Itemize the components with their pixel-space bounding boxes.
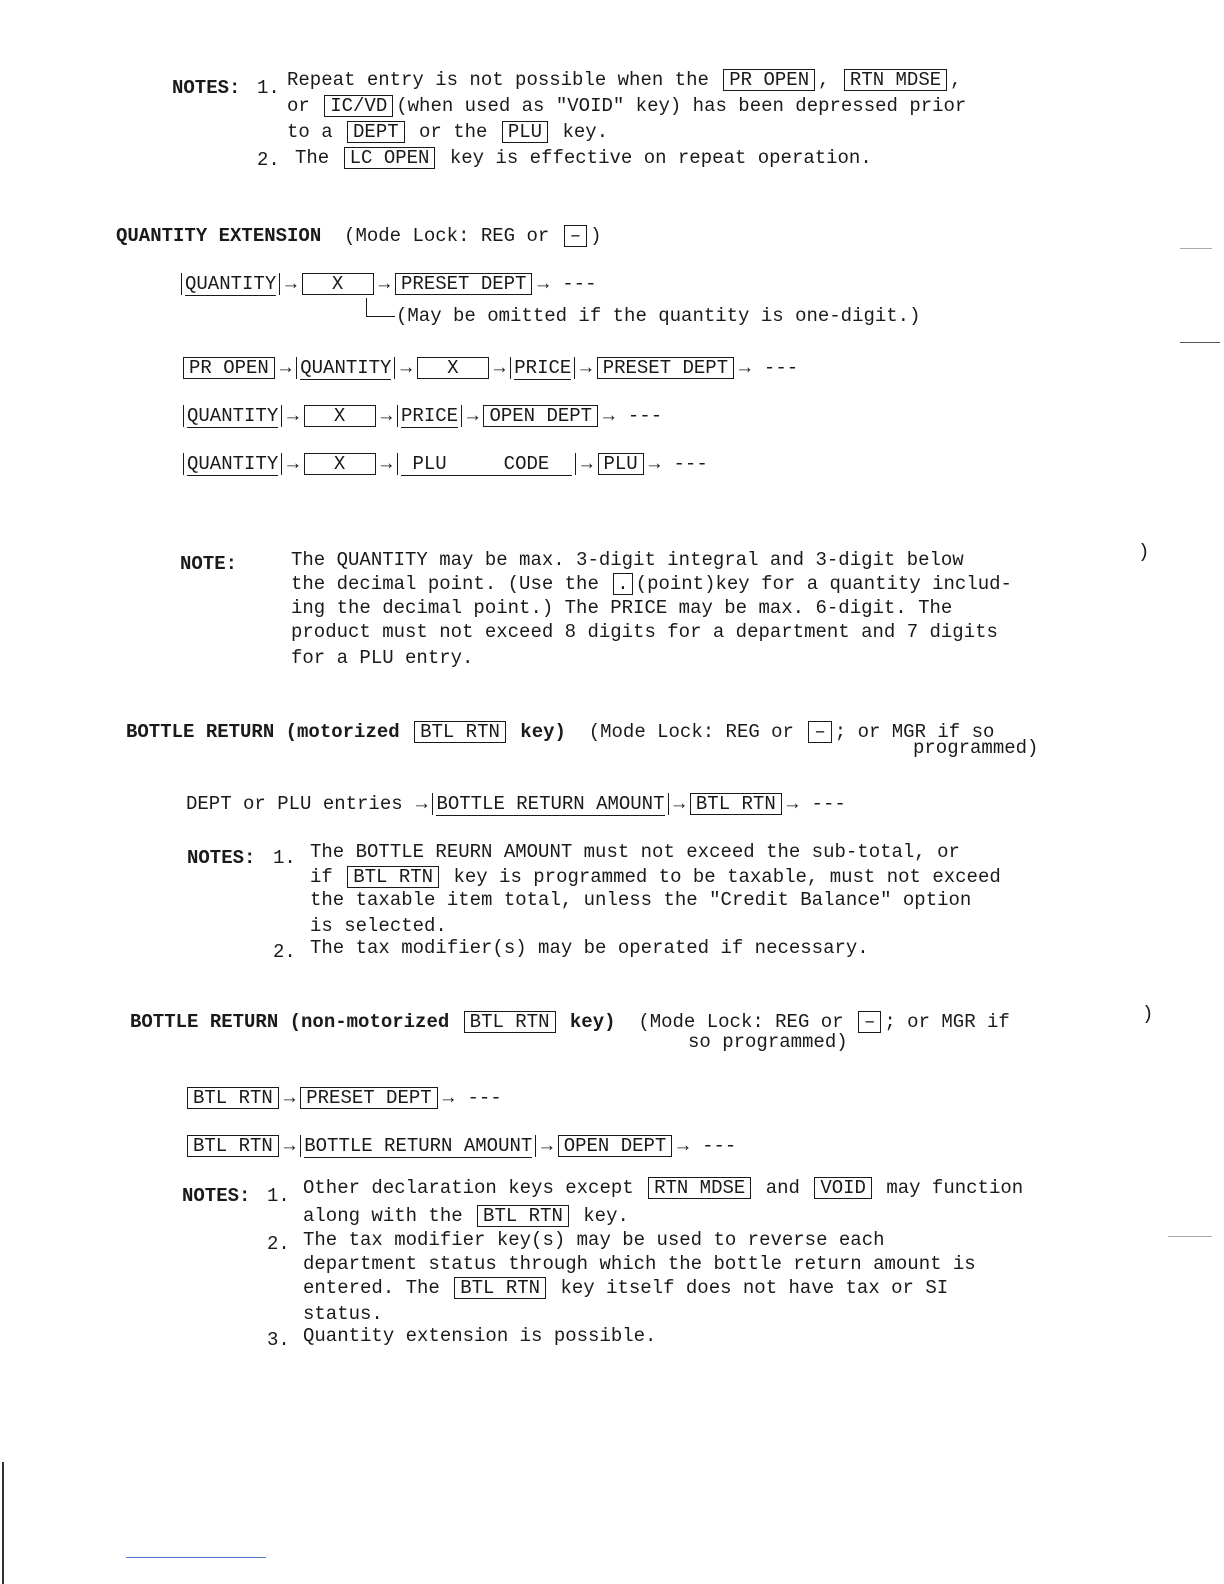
plu-key: PLU <box>598 453 644 475</box>
multiply-key: X <box>417 357 489 379</box>
note-text-line: The LC OPEN key is effective on repeat operation. <box>295 147 872 169</box>
note-text-line: is selected. <box>310 915 447 937</box>
note-number: 2. <box>273 941 296 963</box>
price-field: PRICE <box>510 357 575 379</box>
quantity-field: QUANTITY <box>183 405 282 427</box>
flow-quantity-open-dept: QUANTITY → X → PRICE → OPEN DEPT → --- <box>180 404 662 428</box>
btl-rtn-key: BTL RTN <box>414 721 506 743</box>
note-text-line: The QUANTITY may be max. 3-digit integral and 3-digit below <box>291 549 964 571</box>
margin-paren: ) <box>1142 1003 1154 1025</box>
arrow-icon: → <box>648 453 661 475</box>
note-text-line: status. <box>303 1303 383 1325</box>
note-number: 3. <box>267 1329 290 1351</box>
note-text-line: entered. The BTL RTN key itself does not have tax or SI <box>303 1277 949 1299</box>
edge-stroke <box>2 1462 4 1584</box>
arrow-icon: → <box>541 1135 553 1157</box>
btl-rtn-key: BTL RTN <box>347 866 439 888</box>
arrow-icon: → <box>380 453 393 475</box>
note-text-line: the taxable item total, unless the "Credit Balance" option <box>310 889 972 911</box>
lc-open-key: LC OPEN <box>344 147 436 169</box>
flow-bottle-return: DEPT or PLU entries → BOTTLE RETURN AMOUNT → BTL RTN → --- <box>186 793 846 815</box>
note-text-line: if BTL RTN key is programmed to be taxable, must not exceed <box>310 866 1001 888</box>
preset-dept-key: PRESET DEPT <box>300 1087 437 1109</box>
plu-key: PLU <box>502 121 548 143</box>
arrow-icon: → <box>739 357 751 379</box>
arrow-icon: → <box>279 357 292 379</box>
minus-key: – <box>858 1011 881 1033</box>
arrow-icon: → <box>580 357 592 379</box>
note-number: 2. <box>267 1233 290 1255</box>
quantity-field: QUANTITY <box>296 357 395 379</box>
mode-continuation: programmed) <box>913 737 1039 759</box>
note-text-line: Repeat entry is not possible when the PR OPEN , RTN MDSE , <box>287 69 962 91</box>
arrow-icon: → <box>287 453 299 475</box>
arrow-icon: → <box>400 357 412 379</box>
section-heading-quantity-extension: QUANTITY EXTENSION (Mode Lock: REG or – ) <box>116 225 602 247</box>
pr-open-key: PR OPEN <box>723 69 815 91</box>
note-text-line: product must not exceed 8 digits for a department and 7 digits <box>291 621 998 643</box>
note-text-line: Quantity extension is possible. <box>303 1325 657 1347</box>
flow-btl-rtn-preset-dept: BTL RTN → PRESET DEPT → --- <box>184 1086 502 1110</box>
preset-dept-key: PRESET DEPT <box>597 357 734 379</box>
quantity-field: QUANTITY <box>183 453 282 475</box>
note-text-line: Other declaration keys except RTN MDSE and VOID may function <box>303 1177 1024 1199</box>
margin-mark <box>1180 342 1220 343</box>
btl-rtn-key: BTL RTN <box>187 1135 279 1157</box>
arrow-icon: → <box>786 793 799 815</box>
flow-pr-open: PR OPEN → QUANTITY → X → PRICE → PRESET DEPT → --- <box>180 356 798 380</box>
bracket-hook <box>366 298 395 317</box>
open-dept-key: OPEN DEPT <box>558 1135 673 1157</box>
ic-vd-key: IC/VD <box>324 95 393 117</box>
arrow-icon: → <box>677 1135 689 1157</box>
pr-open-key: PR OPEN <box>183 357 275 379</box>
flow-quantity-preset-dept: QUANTITY → X → PRESET DEPT → --- <box>178 272 596 296</box>
arrow-icon: → <box>537 273 549 295</box>
btl-rtn-key: BTL RTN <box>690 793 782 815</box>
bottle-return-amount-field: BOTTLE RETURN AMOUNT <box>300 1135 536 1157</box>
arrow-icon: → <box>467 405 479 427</box>
arrow-icon: → <box>673 793 685 815</box>
note-text-line: to a DEPT or the PLU key. <box>287 121 609 143</box>
margin-paren: ) <box>1138 541 1150 563</box>
arrow-icon: → <box>285 273 297 295</box>
note-label: NOTE: <box>180 553 238 575</box>
minus-key: – <box>564 225 587 247</box>
note-text-line: department status through which the bottle return amount is <box>303 1253 976 1275</box>
margin-mark <box>1180 248 1212 249</box>
bottom-rule <box>126 1557 266 1558</box>
note-number: 1. <box>273 847 296 869</box>
btl-rtn-key: BTL RTN <box>464 1011 556 1033</box>
dept-key: DEPT <box>347 121 405 143</box>
arrow-icon: → <box>378 273 391 295</box>
minus-key: – <box>808 721 831 743</box>
quantity-field: QUANTITY <box>181 273 280 295</box>
arrow-icon: → <box>416 793 428 815</box>
margin-mark <box>1168 1236 1212 1237</box>
arrow-icon: → <box>581 453 593 475</box>
multiply-key: X <box>302 273 374 295</box>
note-text-line: The tax modifier key(s) may be used to reverse each <box>303 1229 885 1251</box>
void-key: VOID <box>814 1177 872 1199</box>
note-text-line: or IC/VD (when used as "VOID" key) has been depressed prior <box>287 95 967 117</box>
price-field: PRICE <box>397 405 462 427</box>
note-number: 1. <box>267 1185 290 1207</box>
notes-label: NOTES: <box>172 77 241 99</box>
note-number: 2. <box>257 149 280 171</box>
arrow-icon: → <box>283 1087 296 1109</box>
rtn-mdse-key: RTN MDSE <box>648 1177 751 1199</box>
btl-rtn-key: BTL RTN <box>187 1087 279 1109</box>
mode-continuation: so programmed) <box>688 1031 848 1053</box>
note-text-line: along with the BTL RTN key. <box>303 1205 629 1227</box>
flow-quantity-plu: QUANTITY → X → PLU CODE → PLU → --- <box>180 452 708 476</box>
notes-label: NOTES: <box>182 1185 251 1207</box>
multiply-key: X <box>304 405 376 427</box>
btl-rtn-key: BTL RTN <box>477 1205 569 1227</box>
point-key: . <box>613 573 632 595</box>
preset-dept-key: PRESET DEPT <box>395 273 532 295</box>
arrow-icon: → <box>283 1135 296 1157</box>
section-heading-bottle-return-non-motorized: BOTTLE RETURN (non-motorized BTL RTN key) (Mode Lock: REG or – ; or MGR if <box>130 1011 1010 1033</box>
omit-note: (May be omitted if the quantity is one-digit.) <box>396 305 921 327</box>
rtn-mdse-key: RTN MDSE <box>844 69 947 91</box>
arrow-icon: → <box>603 405 615 427</box>
section-heading-bottle-return-motorized: BOTTLE RETURN (motorized BTL RTN key) (Mode Lock: REG or – ; or MGR if so <box>126 721 995 743</box>
open-dept-key: OPEN DEPT <box>483 405 598 427</box>
btl-rtn-key: BTL RTN <box>454 1277 546 1299</box>
note-text-line: for a PLU entry. <box>291 647 474 669</box>
plu-code-field: PLU CODE <box>397 453 576 475</box>
flow-btl-rtn-open-dept: BTL RTN → BOTTLE RETURN AMOUNT → OPEN DEPT → --- <box>184 1134 736 1158</box>
note-text-line: The tax modifier(s) may be operated if necessary. <box>310 937 869 959</box>
multiply-key: X <box>304 453 376 475</box>
arrow-icon: → <box>287 405 299 427</box>
bottle-return-amount-field: BOTTLE RETURN AMOUNT <box>432 793 668 815</box>
note-text-line: The BOTTLE REURN AMOUNT must not exceed the sub-total, or <box>310 841 960 863</box>
arrow-icon: → <box>442 1087 455 1109</box>
arrow-icon: → <box>493 357 506 379</box>
note-text-line: ing the decimal point.) The PRICE may be max. 6-digit. The <box>291 597 953 619</box>
arrow-icon: → <box>380 405 393 427</box>
note-number: 1. <box>257 77 280 99</box>
note-text-line: the decimal point. (Use the . (point)key for a quantity includ- <box>291 573 1012 595</box>
notes-label: NOTES: <box>187 847 256 869</box>
